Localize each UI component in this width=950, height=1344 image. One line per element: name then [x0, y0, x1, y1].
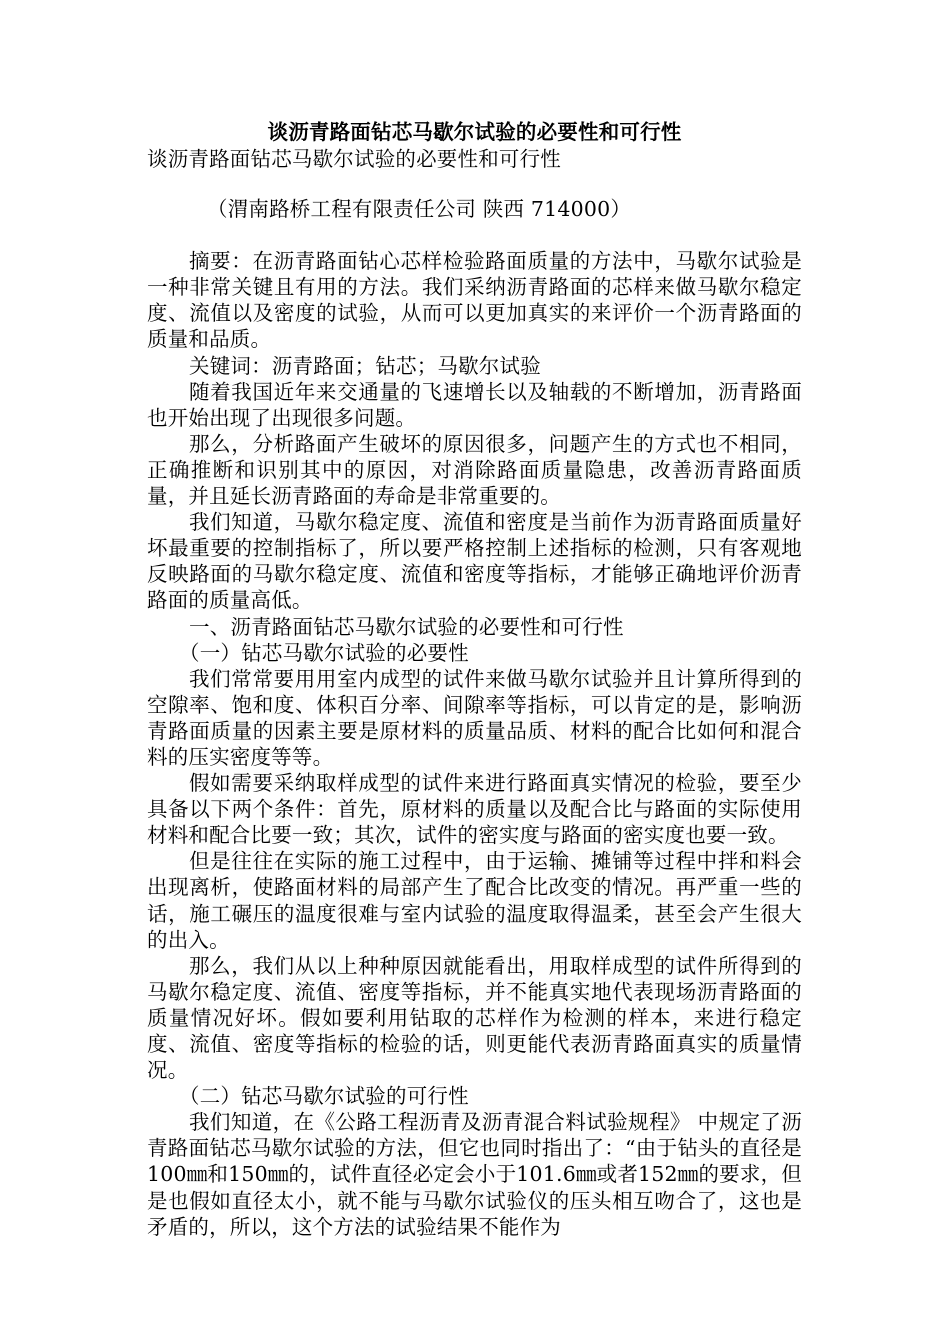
abstract-paragraph: 摘要：在沥青路面钻心芯样检验路面质量的方法中，马歇尔试验是一种非常关键且有用的方法。我们采纳沥青路面的芯样来做马歇尔稳定度、流值以及密度的试验，从而可以更加真实的来评价一个沥青路面的质量和品质。 [147, 249, 802, 352]
subsection-heading: （二）钻芯马歇尔试验的可行性 [179, 1084, 469, 1109]
document-subtitle: 谈沥青路面钻芯马歇尔试验的必要性和可行性 [147, 147, 561, 171]
document-title: 谈沥青路面钻芯马歇尔试验的必要性和可行性 [267, 120, 682, 144]
body-paragraph: 但是往往在实际的施工过程中，由于运输、摊铺等过程中拌和料会出现离析，使路面材料的局部产生了配合比改变的情况。再严重一些的话，施工碾压的温度很难与室内试验的温度取得温柔，甚至会产生很大的出入。 [147, 849, 802, 952]
body-paragraph: 那么，我们从以上种种原因就能看出，用取样成型的试件所得到的马歇尔稳定度、流值、密度等指标，并不能真实地代表现场沥青路面的质量情况好坏。假如要利用钻取的芯样作为检测的样本，来进行稳定度、流值、密度等指标的检验的话，则更能代表沥青路面真实的质量情况。 [147, 953, 802, 1083]
body-paragraph: 我们知道，在《公路工程沥青及沥青混合料试验规程》 中规定了沥青路面钻芯马歇尔试验的方法，但它也同时指出了：“由于钻头的直径是100㎜和150㎜的，试件直径必定会小于101.6㎜或者152㎜的要求，但是也假如直径太小，就不能与马歇尔试验仪的压头相互吻合了，这也是矛盾的，所以，这个方法的试验结果不能作为 [147, 1110, 802, 1239]
document-page [147, 118, 802, 1240]
body-paragraph: 我们常常要用用室内成型的试件来做马歇尔试验并且计算所得到的空隙率、饱和度、体积百分率、间隙率等指标，可以肯定的是，影响沥青路面质量的因素主要是原材料的质量品质、材料的配合比如何和混合料的压实密度等等。 [147, 666, 802, 769]
body-paragraph: 随着我国近年来交通量的飞速增长以及轴载的不断增加，沥青路面也开始出现了出现很多问题。 [147, 379, 802, 430]
keywords-line: 关键词：沥青路面；钻芯；马歇尔试验 [189, 353, 541, 378]
author-affiliation: （渭南路桥工程有限责任公司 陕西 714000） [207, 197, 632, 222]
section-heading: 一、沥青路面钻芯马歇尔试验的必要性和可行性 [189, 614, 624, 639]
subsection-heading: （一）钻芯马歇尔试验的必要性 [179, 640, 469, 665]
body-paragraph: 假如需要采纳取样成型的试件来进行路面真实情况的检验，要至少具备以下两个条件：首先，原材料的质量以及配合比与路面的实际使用材料和配合比要一致；其次，试件的密实度与路面的密实度也要一致。 [147, 771, 802, 848]
body-paragraph: 那么，分析路面产生破坏的原因很多，问题产生的方式也不相同，正确推断和识别其中的原因，对消除路面质量隐患，改善沥青路面质量，并且延长沥青路面的寿命是非常重要的。 [147, 431, 802, 509]
body-paragraph: 我们知道，马歇尔稳定度、流值和密度是当前作为沥青路面质量好坏最重要的控制指标了，所以要严格控制上述指标的检测，只有客观地反映路面的马歇尔稳定度、流值和密度等指标，才能够正确地评价沥青路面的质量高低。 [147, 510, 802, 613]
